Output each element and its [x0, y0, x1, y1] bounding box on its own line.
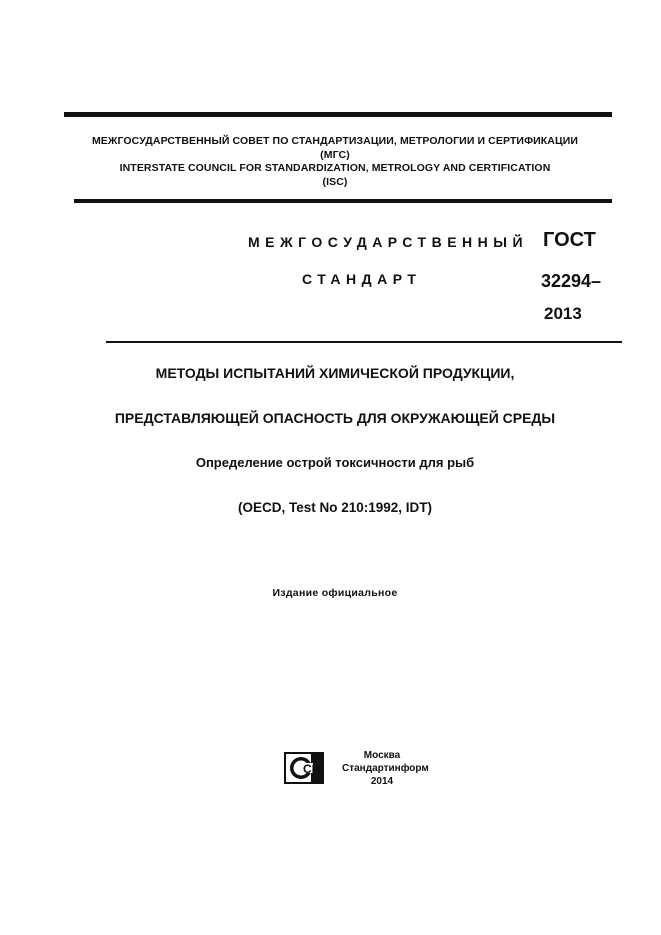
standard-type-line2: СТАНДАРТ [302, 271, 422, 287]
document-title-line1: МЕТОДЫ ИСПЫТАНИЙ ХИМИЧЕСКОЙ ПРОДУКЦИИ, [155, 365, 515, 381]
top-rule [64, 112, 612, 117]
standard-year: 2013 [544, 304, 582, 323]
edition-label: Издание официальное [272, 587, 398, 599]
standartinform-logo-icon [281, 750, 327, 786]
standard-type-line1: МЕЖГОСУДАРСТВЕННЫЙ [248, 234, 529, 250]
document-subtitle: Определение острой токсичности для рыб [195, 455, 475, 470]
document-title-line2: ПРЕДСТАВЛЯЮЩЕЙ ОПАСНОСТЬ ДЛЯ ОКРУЖАЮЩЕЙ СРЕДЫ [114, 410, 556, 426]
publisher-year: 2014 [370, 776, 394, 787]
publisher-name: Стандартинформ [342, 763, 429, 774]
publisher-city: Москва [363, 750, 401, 761]
council-abbr-ru: (МГС) [320, 149, 350, 161]
council-name-en: INTERSTATE COUNCIL FOR STANDARDIZATION, METROLOGY AND CERTIFICATION [119, 162, 551, 174]
council-abbr-en: (ISC) [322, 176, 348, 188]
logo-text: СИ [303, 762, 321, 776]
designation-rule [106, 341, 622, 343]
gost-label: ГОСТ [543, 229, 596, 251]
council-name-ru: МЕЖГОСУДАРСТВЕННЫЙ СОВЕТ ПО СТАНДАРТИЗАЦИИ, МЕТРОЛОГИИ И СЕРТИФИКАЦИИ [91, 135, 579, 147]
standard-number: 32294– [541, 271, 602, 291]
header-bottom-rule [74, 199, 612, 203]
document-reference: (OECD, Test No 210:1992, IDT) [237, 500, 433, 515]
